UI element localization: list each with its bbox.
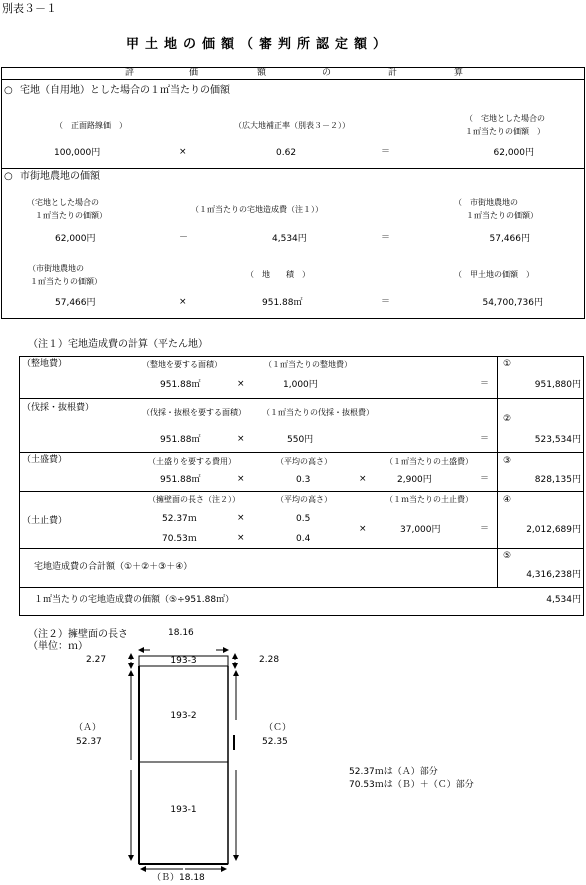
row-retaining-result: 2,012,689円 [526, 525, 581, 535]
row-leveling-h2: （１㎡当たりの整地費） [264, 360, 352, 369]
parcel-193-2: 193-2 [170, 711, 197, 721]
value-result: 62,000円 [493, 148, 534, 158]
page-title: 甲土地の価額（審判所認定額） [126, 37, 393, 52]
label-farmland-2: １㎡当たりの価額） [30, 277, 102, 286]
parcel-193-3: 193-3 [170, 656, 197, 666]
legend-line-1: 52.37ｍは（Ａ）部分 [349, 767, 438, 777]
row-retaining-v2a: 0.5 [296, 514, 311, 524]
parcel-outline [139, 656, 228, 864]
op-equals: ＝ [480, 524, 490, 534]
value-site-cost: 4,534円 [272, 234, 307, 244]
label-result-2: １㎡当たりの価額 ） [465, 127, 545, 136]
row-clearing-result: 523,534円 [534, 435, 581, 445]
label-land-value: （ 甲土地の価額 ） [454, 270, 534, 279]
row-total-num: ⑤ [503, 551, 512, 561]
calc-header-char: 算 [454, 68, 464, 78]
op-equals: ＝ [480, 434, 490, 444]
op-multiply: × [179, 147, 187, 157]
legend-line-2: 70.53ｍは（Ｂ）＋（Ｃ）部分 [349, 780, 474, 790]
row-per-m2-result: 4,534円 [546, 595, 581, 605]
circle-bullet-icon: ○ [4, 171, 13, 182]
op-minus: － [179, 233, 189, 243]
row-embankment-v2: 0.3 [296, 475, 311, 485]
row-embankment-h2: （平均の高さ） [276, 457, 332, 466]
row-leveling-h1: （整地を要する面積） [142, 360, 222, 369]
label-area: （ 地 積 ） [246, 270, 310, 279]
row-clearing-label: （伐採・抜根費） [22, 403, 95, 413]
row-embankment-num: ③ [503, 456, 512, 466]
row-clearing-h1: （伐採・抜根を要する面積） [142, 408, 246, 417]
row-leveling-v2: 1,000円 [283, 380, 318, 390]
op-multiply: × [237, 513, 245, 523]
side-b-label: （Ｂ）18.18 [152, 873, 205, 883]
op-multiply: × [237, 379, 245, 389]
row-embankment-v3: 2,900円 [397, 475, 432, 485]
row-leveling-num: ① [503, 359, 512, 369]
section2-heading: 市街地農地の価額 [20, 171, 100, 182]
op-multiply: × [237, 474, 245, 484]
section1-heading: 宅地（自用地）とした場合の１㎡当たりの価額 [20, 85, 230, 96]
row-retaining-v2b: 0.4 [296, 534, 311, 544]
dim-top-right: 2.28 [259, 655, 280, 665]
value-farmland: 57,466円 [55, 298, 96, 308]
value-correction-ratio: 0.62 [276, 148, 297, 158]
row-clearing-v2: 550円 [287, 435, 314, 445]
calc-header-char: 額 [257, 68, 267, 78]
op-multiply: × [359, 524, 367, 534]
calc-header-char: 評 [125, 68, 135, 78]
side-c-label: （Ｃ） [264, 723, 292, 733]
row-clearing-v1: 951.88㎡ [160, 435, 201, 445]
row-total-label: 宅地造成費の合計額（①＋②＋③＋④） [34, 562, 193, 572]
value-farmland-per-m2: 57,466円 [489, 234, 530, 244]
dim-top: 18.16 [168, 628, 194, 638]
op-equals: ＝ [480, 379, 490, 389]
row-leveling-label: （整地費） [22, 359, 68, 369]
row-leveling-result: 951,880円 [534, 380, 581, 390]
row-retaining-h3: （１ｍ当たりの土止費） [385, 495, 473, 504]
label-site-cost: （１㎡当たりの宅地造成費（注１）） [191, 205, 323, 214]
note1-title: （注１）宅地造成費の計算（平たん地） [28, 339, 208, 350]
calc-header-char: 価 [189, 68, 199, 78]
note2-unit: （単位：ｍ） [28, 641, 88, 652]
label-farmland-per-m2-2: １㎡当たりの価額） [466, 211, 538, 220]
side-c-value: 52.35 [262, 737, 288, 747]
op-equals: ＝ [480, 474, 490, 484]
side-a-label: （Ａ） [74, 723, 102, 733]
row-embankment-v1: 951.88㎡ [160, 475, 201, 485]
label-front-price: （ 正面路線価 ） [55, 121, 127, 130]
row-retaining-v3: 37,000円 [400, 525, 441, 535]
calc-header-char: の [322, 68, 332, 78]
row-leveling-v1: 951.88㎡ [160, 380, 201, 390]
op-multiply: × [179, 297, 187, 307]
op-equals: ＝ [381, 297, 391, 307]
note2-title: （注２）擁壁面の長さ [28, 629, 128, 640]
row-clearing-h2: （１㎡当たりの伐採・抜根費） [262, 408, 374, 417]
row-clearing-num: ② [503, 414, 512, 424]
row-embankment-h3: （１㎡当たりの土盛費） [385, 457, 473, 466]
label-farmland-1: （市街地農地の [28, 264, 84, 273]
doc-label: 別表３－１ [2, 2, 57, 15]
value-land-value: 54,700,736円 [482, 298, 543, 308]
op-multiply: × [237, 434, 245, 444]
row-total-result: 4,316,238円 [526, 570, 581, 580]
op-equals: ＝ [381, 233, 391, 243]
circle-bullet-icon: ○ [4, 85, 13, 96]
op-equals: ＝ [381, 147, 391, 157]
row-per-m2-label: １㎡当たりの宅地造成費の価額（⑤÷951.88㎡） [34, 595, 235, 605]
side-a-value: 52.37 [76, 737, 102, 747]
op-multiply: × [359, 474, 367, 484]
row-retaining-h1: （擁壁面の長さ（注２）） [148, 495, 240, 504]
value-area: 951.88㎡ [262, 298, 303, 308]
label-correction-ratio: （広大地補正率（別表３－２）） [234, 121, 350, 130]
label-residential-per-m2-1: （宅地とした場合の [27, 198, 99, 207]
row-retaining-v1a: 52.37ｍ [162, 514, 197, 524]
row-embankment-label: （土盛費） [22, 455, 68, 465]
op-multiply: × [237, 533, 245, 543]
value-residential-per-m2: 62,000円 [55, 234, 96, 244]
row-retaining-num: ④ [503, 495, 512, 505]
parcel-193-1: 193-1 [170, 805, 197, 815]
dim-top-left: 2.27 [86, 655, 107, 665]
row-embankment-h1: （土盛りを要する費用） [148, 457, 236, 466]
calc-header-char: 計 [388, 68, 398, 78]
row-embankment-result: 828,135円 [534, 475, 581, 485]
row-retaining-v1b: 70.53ｍ [162, 534, 197, 544]
row-retaining-h2: （平均の高さ） [276, 495, 332, 504]
label-result-1: （ 宅地とした場合の [465, 114, 545, 123]
label-residential-per-m2-2: １㎡当たりの価額） [35, 211, 107, 220]
label-farmland-per-m2-1: （ 市街地農地の [454, 198, 518, 207]
row-retaining-label: （土止費） [22, 516, 68, 526]
value-front-price: 100,000円 [54, 148, 101, 158]
